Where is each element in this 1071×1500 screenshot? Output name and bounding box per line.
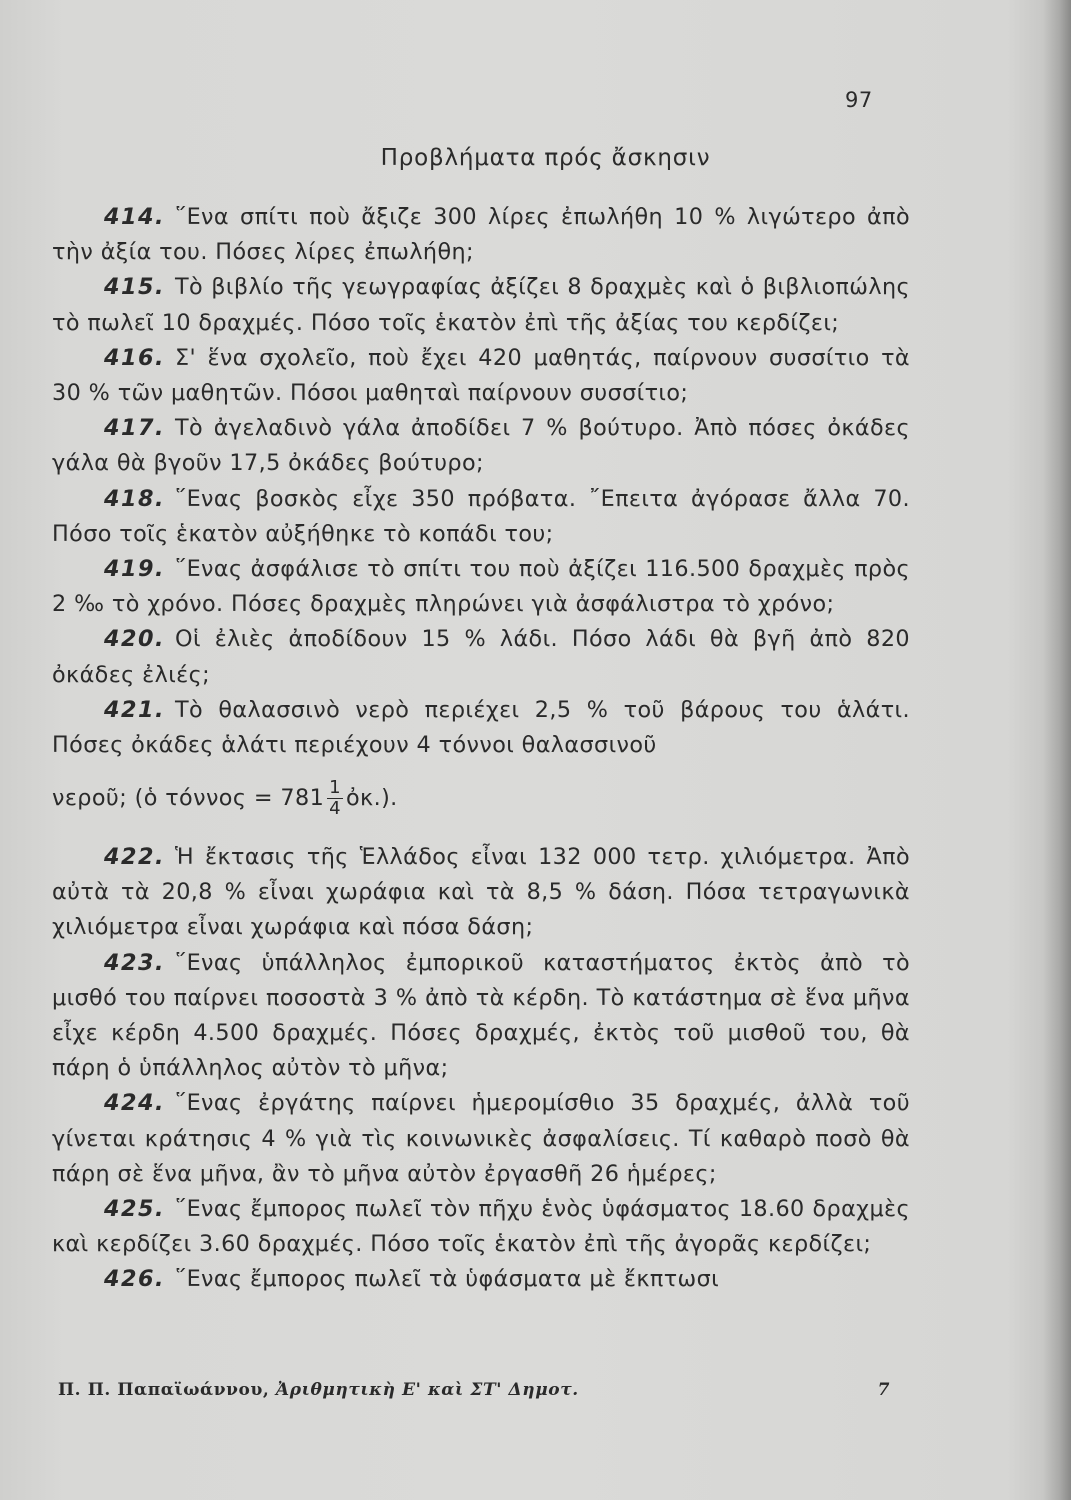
footer-book-title: Ἀριθμητικὴ Ε' καὶ ΣΤ' Δημοτ.: [275, 1380, 579, 1400]
problem-number: 417.: [104, 415, 166, 442]
problem-414: [52, 200, 910, 270]
problem-number: 422.: [104, 844, 166, 870]
fraction: [327, 778, 343, 819]
problem-text: ῞Ενας ἀσφάλισε τὸ σπίτι του ποὺ ἀξίζει 116.500 δραχμὲς πρὸς 2 ‰ τὸ χρόνο. Πόσες δραχμὲς πληρώνει γιὰ ἀσφάλιστρα τὸ χρόνο;: [52, 556, 910, 618]
problem-425: [52, 1192, 910, 1262]
problem-text: ῞Ενας ἔμπορος πωλεῖ τὰ ὑφάσματα μὲ ἔκπτωσι: [175, 1266, 720, 1293]
problem-number: 426.: [104, 1266, 166, 1293]
problem-text: ῞Ενας ὑπάλληλος ἐμπορικοῦ καταστήματος ἐκτὸς ἀπὸ τὸ μισθό του παίρνει ποσοστὰ 3 % ἀπὸ τὰ κέρδη. Τὸ κατάστημα σὲ ἕνα μῆνα εἶχε κέρδη 4.500 δραχμές. Πόσες δραχμές, ἐκτὸς τοῦ μισθοῦ του, θὰ πάρη ὁ ὑπάλληλος αὐτὸν τὸ μῆνα;: [52, 949, 910, 1082]
problem-422: [52, 840, 910, 946]
fraction-line-after: ὀκ.).: [346, 785, 398, 811]
problem-text: ῞Ενας ἔμπορος πωλεῖ τὸν πῆχυ ἑνὸς ὑφάσματος 18.60 δραχμὲς καὶ κερδίζει 3.60 δραχμές. Πόσο τοῖς ἑκατὸν ἐπὶ τῆς ἀγορᾶς κερδίζει;: [52, 1196, 910, 1258]
problem-text: Οἱ ἐλιὲς ἀποδίδουν 15 % λάδι. Πόσο λάδι θὰ βγῆ ἀπὸ 820 ὀκάδες ἐλιές;: [52, 626, 910, 688]
problem-number: 419.: [104, 556, 166, 583]
problem-text: ῞Ενας βοσκὸς εἶχε 350 πρόβατα. ῎Επειτα ἀγόρασε ἄλλα 70. Πόσο τοῖς ἑκατὸν αὐξήθηκε τὸ κοπάδι του;: [52, 485, 910, 547]
page-edge-shadow: [1043, 0, 1071, 1500]
problem-number: 423.: [104, 949, 166, 976]
problem-415: [52, 270, 910, 340]
problem-number: 415.: [104, 274, 166, 301]
footer-signature: 7: [877, 1380, 890, 1400]
problems-block-b: [52, 840, 910, 1298]
problem-number: 414.: [104, 204, 166, 230]
page-number: 97: [845, 88, 873, 112]
fraction-numerator: 1: [329, 777, 342, 798]
problem-416: [52, 341, 910, 411]
problem-424: [52, 1086, 910, 1192]
footer-author: Π. Π. Παπαϊωάννου,: [58, 1380, 270, 1400]
problem-426: [52, 1262, 910, 1297]
problem-421: [52, 693, 910, 763]
problem-text: Σ' ἕνα σχολεῖο, ποὺ ἔχει 420 μαθητάς, παίρνουν συσσίτιο τὰ 30 % τῶν μαθητῶν. Πόσοι μαθηταὶ παίρνουν συσσίτιο;: [52, 344, 910, 407]
problem-text: Τὸ θαλασσινὸ νερὸ περιέχει 2,5 % τοῦ βάρους του ἁλάτι. Πόσες ὀκάδες ἁλάτι περιέχουν 4 τόννοι θαλασσινοῦ: [52, 696, 910, 759]
problem-number: 418.: [104, 485, 166, 512]
problem-423: [52, 946, 910, 1087]
problem-418: [52, 482, 910, 552]
problem-417: [52, 411, 910, 481]
problem-420: [52, 622, 910, 692]
problem-number: 424.: [104, 1090, 166, 1117]
problem-number: 420.: [104, 626, 166, 653]
problem-number: 425.: [104, 1196, 166, 1223]
problem-text: Ἡ ἔκτασις τῆς Ἑλλάδος εἶναι 132 000 τετρ. χιλιόμετρα. Ἀπὸ αὐτὰ τὰ 20,8 % εἶναι χωράφια καὶ τὰ 8,5 % δάση. Πόσα τετραγωνικὰ χιλιόμετρα εἶναι χωράφια καὶ πόσα δάση;: [52, 844, 910, 941]
problem-419: [52, 552, 910, 622]
page-footer: [58, 1380, 890, 1400]
fraction-line: [52, 778, 398, 819]
fraction-denominator: 4: [329, 798, 342, 819]
fraction-line-before: νεροῦ; (ὁ τόννος = 781: [52, 785, 325, 811]
section-heading: Προβλήματα πρός ἄσκησιν: [380, 145, 711, 171]
problem-text: Τὸ βιβλίο τῆς γεωγραφίας ἀξίζει 8 δραχμὲς καὶ ὁ βιβλιοπώλης τὸ πωλεῖ 10 δραχμές. Πόσο τοῖς ἑκατὸν ἐπὶ τῆς ἀξίας του κερδίζει;: [52, 274, 910, 336]
problem-number: 421.: [104, 696, 166, 723]
problem-text: ῞Ενας ἐργάτης παίρνει ἡμερομίσθιο 35 δραχμές, ἀλλὰ τοῦ γίνεται κράτησις 4 % γιὰ τὶς κοινωνικὲς ἀσφαλίσεις. Τί καθαρὸ ποσὸ θὰ πάρη σὲ ἕνα μῆνα, ἂν τὸ μῆνα αὐτὸν ἐργασθῆ 26 ἡμέρες;: [52, 1090, 910, 1187]
footer-credit: [58, 1380, 579, 1400]
problem-number: 416.: [104, 344, 166, 371]
problem-text: Τὸ ἀγελαδινὸ γάλα ἀποδίδει 7 % βούτυρο. Ἀπὸ πόσες ὀκάδες γάλα θὰ βγοῦν 17,5 ὀκάδες βούτυρο;: [52, 415, 910, 477]
problems-block-a: [52, 200, 910, 763]
problem-text: ῞Ενα σπίτι ποὺ ἄξιζε 300 λίρες ἐπωλήθη 10 % λιγώτερο ἀπὸ τὴν ἀξία του. Πόσες λίρες ἐπωλήθη;: [52, 204, 910, 266]
